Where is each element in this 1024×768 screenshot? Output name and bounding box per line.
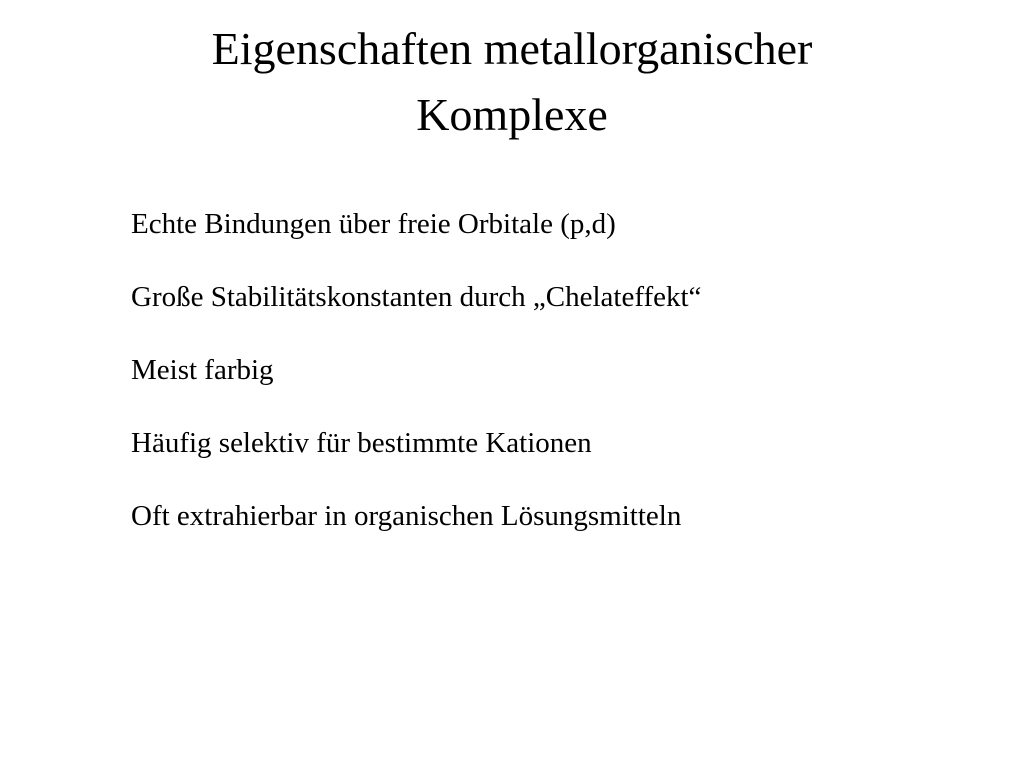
bullet-item-stabilitaet: Große Stabilitätskonstanten durch „Chelateffekt“ — [131, 281, 702, 313]
bullet-list — [131, 203, 701, 568]
bullet-item-extrahierbar: Oft extrahierbar in organischen Lösungsmitteln — [131, 500, 682, 532]
bullet-item-selektiv: Häufig selektiv für bestimmte Kationen — [131, 427, 592, 459]
bullet-item-bindungen: Echte Bindungen über freie Orbitale (p,d) — [131, 208, 616, 240]
bullet-item-farbig: Meist farbig — [131, 354, 274, 386]
slide-title-line-1: Eigenschaften metallorganischer — [211, 23, 813, 74]
slide-title-line-2: Komplexe — [416, 89, 608, 140]
slide-title — [112, 16, 912, 148]
